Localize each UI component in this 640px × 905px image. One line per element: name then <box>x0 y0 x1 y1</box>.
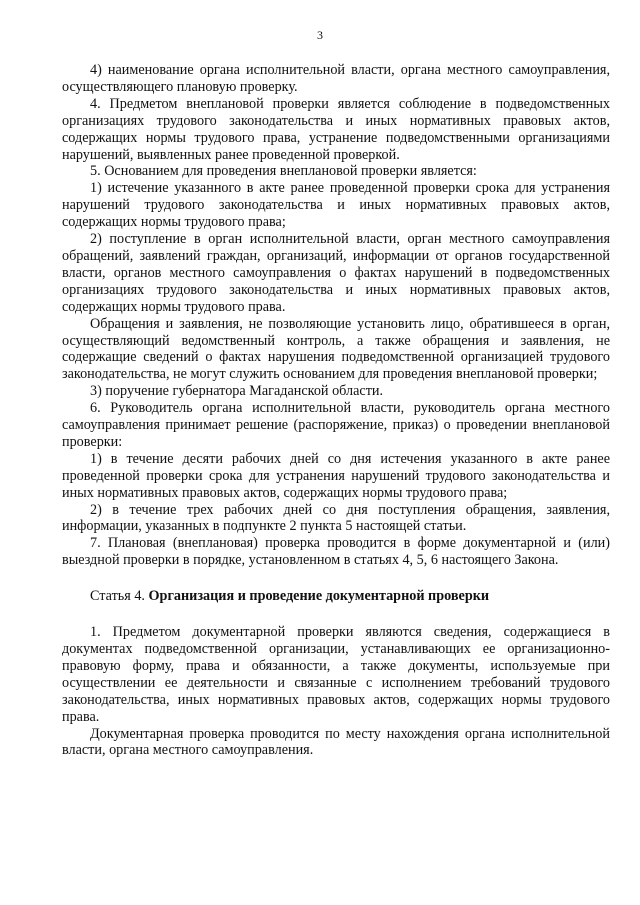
paragraph: 2) поступление в орган исполнительной власти, орган местного самоуправления обращений, заявлений граждан, организаций, информации от органов государственной власти, органов местного самоуправления о фактах нарушений в подведомственных организациях трудового законодательства и иных нормативных правовых актов, содержащих нормы трудового права. <box>62 231 610 315</box>
document-body <box>62 62 610 759</box>
paragraph: 6. Руководитель органа исполнительной власти, руководитель органа местного самоуправления принимает решение (распоряжение, приказ) о проведении внеплановой проверки: <box>62 400 610 450</box>
paragraph: 3) поручение губернатора Магаданской области. <box>90 383 384 400</box>
paragraph: 1) в течение десяти рабочих дней со дня истечения указанного в акте ранее проведенной проверки срока для устранения нарушений трудового законодательства и иных нормативных правовых актов, содержащих нормы трудового права; <box>62 450 610 501</box>
paragraph: 1. Предметом документарной проверки являются сведения, содержащиеся в документах подведомственной организации, устанавливающих ее организационно-правовую форму, права и обязанности, а также документы, используемые при осуществлении ее деятельности и связанные с исполнением требований трудового законодательства, иных нормативных правовых актов, содержащих нормы трудового права. <box>62 624 610 725</box>
article-heading <box>62 588 610 605</box>
article-prefix: Статья 4. <box>90 588 149 605</box>
paragraph: Обращения и заявления, не позволяющие установить лицо, обратившееся в орган, осуществляющий ведомственный контроль, а также обращения и заявления, не содержащие сведений о фактах нарушения подведомственной организацией трудового законодательства, не могут служить основанием для проведения внеплановой проверки; <box>62 315 610 383</box>
page-number: 3 <box>317 28 323 42</box>
paragraph: 5. Основанием для проведения внеплановой проверки является: <box>90 163 477 180</box>
paragraph: 4) наименование органа исполнительной власти, органа местного самоуправления, осуществляющего плановую проверку. <box>62 62 610 95</box>
paragraph: 2) в течение трех рабочих дней со дня поступления обращения, заявления, информации, указанных в подпункте 2 пункта 5 настоящей статьи. <box>62 501 610 535</box>
paragraph: 7. Плановая (внеплановая) проверка проводится в форме документарной и (или) выездной проверки в порядке, установленном в статьях 4, 5, 6 настоящего Закона. <box>62 535 610 569</box>
paragraph: 4. Предметом внеплановой проверки является соблюдение в подведомственных организациях трудового законодательства и иных нормативных правовых актов, содержащих нормы трудового права, устранение подведомственными организациями нарушений, выявленных ранее проведенной проверкой. <box>62 95 610 163</box>
paragraph: 1) истечение указанного в акте ранее проведенной проверки срока для устранения нарушений трудового законодательства и иных нормативных правовых актов, содержащих нормы трудового права; <box>62 180 610 231</box>
article-title: Организация и проведение документарной проверки <box>148 588 490 605</box>
paragraph: Документарная проверка проводится по месту нахождения органа исполнительной власти, органа местного самоуправления. <box>62 725 610 759</box>
